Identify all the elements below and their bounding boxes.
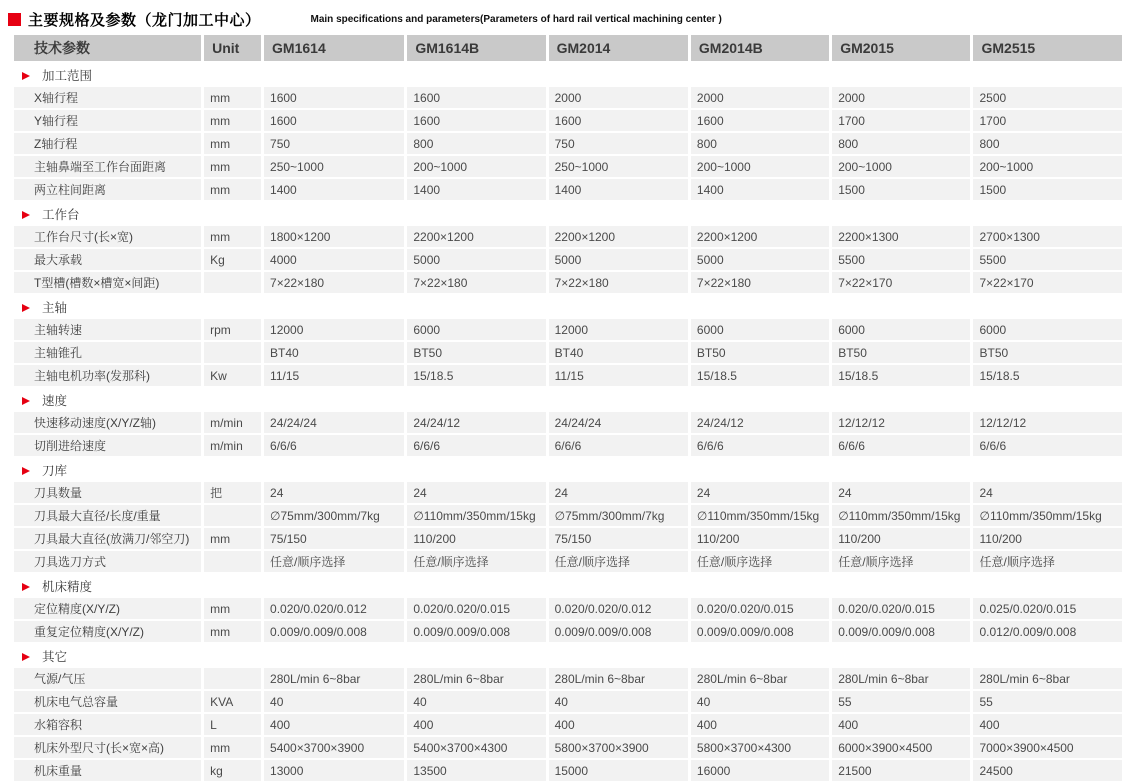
value-cell: 55 (832, 691, 970, 712)
value-cell: 2000 (549, 87, 688, 108)
section-row (14, 644, 1122, 666)
value-cell: 7×22×180 (691, 272, 829, 293)
value-cell: 40 (549, 691, 688, 712)
value-cell: 1700 (973, 110, 1122, 131)
value-cell: BT40 (264, 342, 404, 363)
value-cell: 5400×3700×4300 (407, 737, 545, 758)
value-cell: 24 (832, 482, 970, 503)
value-cell: 280L/min 6~8bar (264, 668, 404, 689)
param-label: 两立柱间距离 (14, 179, 201, 200)
unit-cell: mm (204, 226, 261, 247)
value-cell: 400 (407, 714, 545, 735)
value-cell: 0.009/0.009/0.008 (691, 621, 829, 642)
value-cell: 7×22×170 (973, 272, 1122, 293)
section-label: 主轴 (42, 301, 68, 315)
section-label: 其它 (42, 650, 68, 664)
param-label: 刀具数量 (14, 482, 201, 503)
param-label: 主轴鼻端至工作台面距离 (14, 156, 201, 177)
value-cell: 2200×1300 (832, 226, 970, 247)
column-header: GM2014B (691, 35, 829, 61)
value-cell: 110/200 (832, 528, 970, 549)
value-cell: 750 (264, 133, 404, 154)
section-row (14, 458, 1122, 480)
value-cell: 800 (832, 133, 970, 154)
unit-cell: mm (204, 598, 261, 619)
table-row (14, 226, 1122, 247)
value-cell: 2200×1200 (691, 226, 829, 247)
page-header (0, 0, 1131, 33)
section-label: 机床精度 (42, 580, 93, 594)
value-cell: 1600 (264, 87, 404, 108)
unit-cell: KVA (204, 691, 261, 712)
table-row (14, 272, 1122, 293)
param-label: 定位精度(X/Y/Z) (14, 598, 201, 619)
value-cell: 200~1000 (691, 156, 829, 177)
param-label: 主轴转速 (14, 319, 201, 340)
value-cell: ∅110mm/350mm/15kg (407, 505, 545, 526)
spec-table (11, 33, 1125, 783)
value-cell: 2500 (973, 87, 1122, 108)
unit-cell (204, 342, 261, 363)
value-cell: 75/150 (549, 528, 688, 549)
value-cell: 400 (264, 714, 404, 735)
value-cell: 40 (691, 691, 829, 712)
section-arrow-icon (22, 72, 30, 80)
value-cell: 6000 (691, 319, 829, 340)
value-cell: 7×22×180 (549, 272, 688, 293)
value-cell: 5400×3700×3900 (264, 737, 404, 758)
value-cell: 任意/顺序选择 (832, 551, 970, 572)
value-cell: 6000×3900×4500 (832, 737, 970, 758)
value-cell: 7×22×180 (407, 272, 545, 293)
table-row (14, 179, 1122, 200)
value-cell: 40 (264, 691, 404, 712)
value-cell: 110/200 (407, 528, 545, 549)
value-cell: 12/12/12 (832, 412, 970, 433)
table-row (14, 691, 1122, 712)
value-cell: 200~1000 (973, 156, 1122, 177)
column-header: GM1614 (264, 35, 404, 61)
value-cell: 24500 (973, 760, 1122, 781)
value-cell: BT50 (832, 342, 970, 363)
section-row (14, 574, 1122, 596)
value-cell: BT40 (549, 342, 688, 363)
value-cell: 110/200 (973, 528, 1122, 549)
value-cell: 0.020/0.020/0.015 (832, 598, 970, 619)
section-row (14, 295, 1122, 317)
value-cell: ∅110mm/350mm/15kg (691, 505, 829, 526)
value-cell: 7×22×180 (264, 272, 404, 293)
value-cell: 1500 (973, 179, 1122, 200)
value-cell: 400 (691, 714, 829, 735)
value-cell: 16000 (691, 760, 829, 781)
value-cell: 55 (973, 691, 1122, 712)
param-label: 重复定位精度(X/Y/Z) (14, 621, 201, 642)
unit-cell: L (204, 714, 261, 735)
value-cell: 15/18.5 (832, 365, 970, 386)
column-header: GM1614B (407, 35, 545, 61)
column-header: GM2015 (832, 35, 970, 61)
unit-cell: m/min (204, 412, 261, 433)
spec-table-body (14, 63, 1122, 781)
value-cell: 0.020/0.020/0.012 (264, 598, 404, 619)
value-cell: 200~1000 (407, 156, 545, 177)
value-cell: 1600 (407, 87, 545, 108)
value-cell: 12000 (549, 319, 688, 340)
value-cell: 1600 (549, 110, 688, 131)
table-row (14, 528, 1122, 549)
unit-cell: mm (204, 737, 261, 758)
param-label: T型槽(槽数×槽宽×间距) (14, 272, 201, 293)
param-label: 最大承载 (14, 249, 201, 270)
table-row (14, 249, 1122, 270)
section-cell (14, 574, 1122, 596)
value-cell: 1600 (264, 110, 404, 131)
value-cell: 24/24/12 (407, 412, 545, 433)
value-cell: 6/6/6 (832, 435, 970, 456)
section-arrow-icon (22, 467, 30, 475)
table-row (14, 319, 1122, 340)
value-cell: 13500 (407, 760, 545, 781)
value-cell: 5000 (691, 249, 829, 270)
value-cell: 15/18.5 (407, 365, 545, 386)
section-row (14, 202, 1122, 224)
section-cell (14, 388, 1122, 410)
value-cell: 5800×3700×3900 (549, 737, 688, 758)
param-label: 气源/气压 (14, 668, 201, 689)
unit-cell: mm (204, 156, 261, 177)
param-label: 切削进给速度 (14, 435, 201, 456)
unit-cell: Kw (204, 365, 261, 386)
red-square-icon (8, 13, 21, 26)
value-cell: 24 (691, 482, 829, 503)
value-cell: ∅110mm/350mm/15kg (832, 505, 970, 526)
table-row (14, 551, 1122, 572)
value-cell: 280L/min 6~8bar (691, 668, 829, 689)
param-label: 水箱容积 (14, 714, 201, 735)
unit-cell (204, 505, 261, 526)
value-cell: 21500 (832, 760, 970, 781)
unit-cell: mm (204, 179, 261, 200)
value-cell: 400 (832, 714, 970, 735)
section-arrow-icon (22, 653, 30, 661)
value-cell: 0.009/0.009/0.008 (549, 621, 688, 642)
value-cell: 800 (691, 133, 829, 154)
value-cell: 5000 (549, 249, 688, 270)
unit-cell: kg (204, 760, 261, 781)
unit-cell: Kg (204, 249, 261, 270)
param-label: Y轴行程 (14, 110, 201, 131)
unit-cell (204, 272, 261, 293)
value-cell: 1500 (832, 179, 970, 200)
value-cell: 任意/顺序选择 (264, 551, 404, 572)
value-cell: 2200×1200 (407, 226, 545, 247)
value-cell: 6/6/6 (264, 435, 404, 456)
value-cell: 11/15 (264, 365, 404, 386)
unit-cell: m/min (204, 435, 261, 456)
section-cell (14, 202, 1122, 224)
param-label: 机床重量 (14, 760, 201, 781)
value-cell: 5500 (832, 249, 970, 270)
table-row (14, 156, 1122, 177)
value-cell: 7000×3900×4500 (973, 737, 1122, 758)
value-cell: 12/12/12 (973, 412, 1122, 433)
table-row (14, 598, 1122, 619)
param-label: 工作台尺寸(长×宽) (14, 226, 201, 247)
unit-cell: mm (204, 528, 261, 549)
value-cell: 1400 (549, 179, 688, 200)
section-arrow-icon (22, 211, 30, 219)
table-row (14, 714, 1122, 735)
value-cell: 1400 (407, 179, 545, 200)
table-row (14, 87, 1122, 108)
value-cell: 400 (973, 714, 1122, 735)
section-arrow-icon (22, 397, 30, 405)
section-cell (14, 644, 1122, 666)
value-cell: 750 (549, 133, 688, 154)
value-cell: 0.009/0.009/0.008 (407, 621, 545, 642)
column-header: 技术参数 (14, 35, 201, 61)
value-cell: 6000 (407, 319, 545, 340)
value-cell: 6/6/6 (973, 435, 1122, 456)
page-subtitle: Main specifications and parameters(Parameters of hard rail vertical machining center ) (310, 13, 722, 25)
param-label: Z轴行程 (14, 133, 201, 154)
unit-cell: mm (204, 110, 261, 131)
value-cell: 280L/min 6~8bar (549, 668, 688, 689)
value-cell: 5800×3700×4300 (691, 737, 829, 758)
value-cell: 6/6/6 (407, 435, 545, 456)
value-cell: 0.025/0.020/0.015 (973, 598, 1122, 619)
value-cell: 12000 (264, 319, 404, 340)
table-row (14, 365, 1122, 386)
table-row (14, 342, 1122, 363)
value-cell: ∅110mm/350mm/15kg (973, 505, 1122, 526)
value-cell: 0.012/0.009/0.008 (973, 621, 1122, 642)
section-cell (14, 63, 1122, 85)
table-row (14, 737, 1122, 758)
value-cell: 24 (407, 482, 545, 503)
value-cell: 75/150 (264, 528, 404, 549)
table-row (14, 482, 1122, 503)
value-cell: 0.020/0.020/0.015 (407, 598, 545, 619)
page-title: 主要规格及参数（龙门加工中心） (28, 11, 261, 29)
value-cell: 24/24/24 (549, 412, 688, 433)
table-row (14, 621, 1122, 642)
value-cell: 110/200 (691, 528, 829, 549)
value-cell: 24 (973, 482, 1122, 503)
param-label: X轴行程 (14, 87, 201, 108)
section-arrow-icon (22, 304, 30, 312)
value-cell: BT50 (407, 342, 545, 363)
value-cell: 5000 (407, 249, 545, 270)
value-cell: 15/18.5 (691, 365, 829, 386)
param-label: 主轴锥孔 (14, 342, 201, 363)
section-cell (14, 458, 1122, 480)
value-cell: 1600 (691, 110, 829, 131)
value-cell: 0.020/0.020/0.012 (549, 598, 688, 619)
value-cell: 2000 (691, 87, 829, 108)
value-cell: 0.009/0.009/0.008 (264, 621, 404, 642)
section-label: 刀库 (42, 464, 68, 478)
value-cell: 15000 (549, 760, 688, 781)
value-cell: ∅75mm/300mm/7kg (264, 505, 404, 526)
section-cell (14, 295, 1122, 317)
value-cell: ∅75mm/300mm/7kg (549, 505, 688, 526)
param-label: 刀具最大直径/长度/重量 (14, 505, 201, 526)
value-cell: 250~1000 (264, 156, 404, 177)
column-header: Unit (204, 35, 261, 61)
value-cell: 6/6/6 (691, 435, 829, 456)
section-row (14, 63, 1122, 85)
value-cell: 0.020/0.020/0.015 (691, 598, 829, 619)
unit-cell: rpm (204, 319, 261, 340)
value-cell: 1400 (691, 179, 829, 200)
table-header-row (14, 35, 1122, 61)
param-label: 刀具最大直径(放满刀/邻空刀) (14, 528, 201, 549)
value-cell: 7×22×170 (832, 272, 970, 293)
table-row (14, 435, 1122, 456)
section-arrow-icon (22, 583, 30, 591)
unit-cell: 把 (204, 482, 261, 503)
value-cell: 2000 (832, 87, 970, 108)
value-cell: 6000 (973, 319, 1122, 340)
value-cell: 任意/顺序选择 (407, 551, 545, 572)
param-label: 机床外型尺寸(长×宽×高) (14, 737, 201, 758)
unit-cell (204, 668, 261, 689)
column-header: GM2515 (973, 35, 1122, 61)
table-row (14, 133, 1122, 154)
value-cell: 11/15 (549, 365, 688, 386)
value-cell: 24/24/12 (691, 412, 829, 433)
value-cell: 250~1000 (549, 156, 688, 177)
value-cell: 1700 (832, 110, 970, 131)
value-cell: BT50 (691, 342, 829, 363)
value-cell: 280L/min 6~8bar (407, 668, 545, 689)
value-cell: 任意/顺序选择 (691, 551, 829, 572)
value-cell: 4000 (264, 249, 404, 270)
value-cell: 280L/min 6~8bar (832, 668, 970, 689)
param-label: 刀具选刀方式 (14, 551, 201, 572)
param-label: 主轴电机功率(发那科) (14, 365, 201, 386)
value-cell: 24 (549, 482, 688, 503)
value-cell: 13000 (264, 760, 404, 781)
section-label: 工作台 (42, 208, 80, 222)
value-cell: 5500 (973, 249, 1122, 270)
value-cell: 280L/min 6~8bar (973, 668, 1122, 689)
param-label: 快速移动速度(X/Y/Z轴) (14, 412, 201, 433)
value-cell: 1600 (407, 110, 545, 131)
value-cell: 任意/顺序选择 (973, 551, 1122, 572)
table-row (14, 412, 1122, 433)
unit-cell (204, 551, 261, 572)
section-label: 速度 (42, 394, 68, 408)
table-row (14, 668, 1122, 689)
value-cell: 6000 (832, 319, 970, 340)
value-cell: 40 (407, 691, 545, 712)
value-cell: 1400 (264, 179, 404, 200)
value-cell: 400 (549, 714, 688, 735)
value-cell: 800 (407, 133, 545, 154)
value-cell: BT50 (973, 342, 1122, 363)
unit-cell: mm (204, 133, 261, 154)
unit-cell: mm (204, 87, 261, 108)
section-label: 加工范围 (42, 69, 93, 83)
param-label: 机床电气总容量 (14, 691, 201, 712)
table-row (14, 110, 1122, 131)
value-cell: 0.009/0.009/0.008 (832, 621, 970, 642)
value-cell: 2700×1300 (973, 226, 1122, 247)
unit-cell: mm (204, 621, 261, 642)
table-row (14, 505, 1122, 526)
section-row (14, 388, 1122, 410)
value-cell: 1800×1200 (264, 226, 404, 247)
value-cell: 800 (973, 133, 1122, 154)
value-cell: 2200×1200 (549, 226, 688, 247)
value-cell: 15/18.5 (973, 365, 1122, 386)
table-row (14, 760, 1122, 781)
value-cell: 24/24/24 (264, 412, 404, 433)
value-cell: 24 (264, 482, 404, 503)
value-cell: 6/6/6 (549, 435, 688, 456)
value-cell: 200~1000 (832, 156, 970, 177)
column-header: GM2014 (549, 35, 688, 61)
value-cell: 任意/顺序选择 (549, 551, 688, 572)
